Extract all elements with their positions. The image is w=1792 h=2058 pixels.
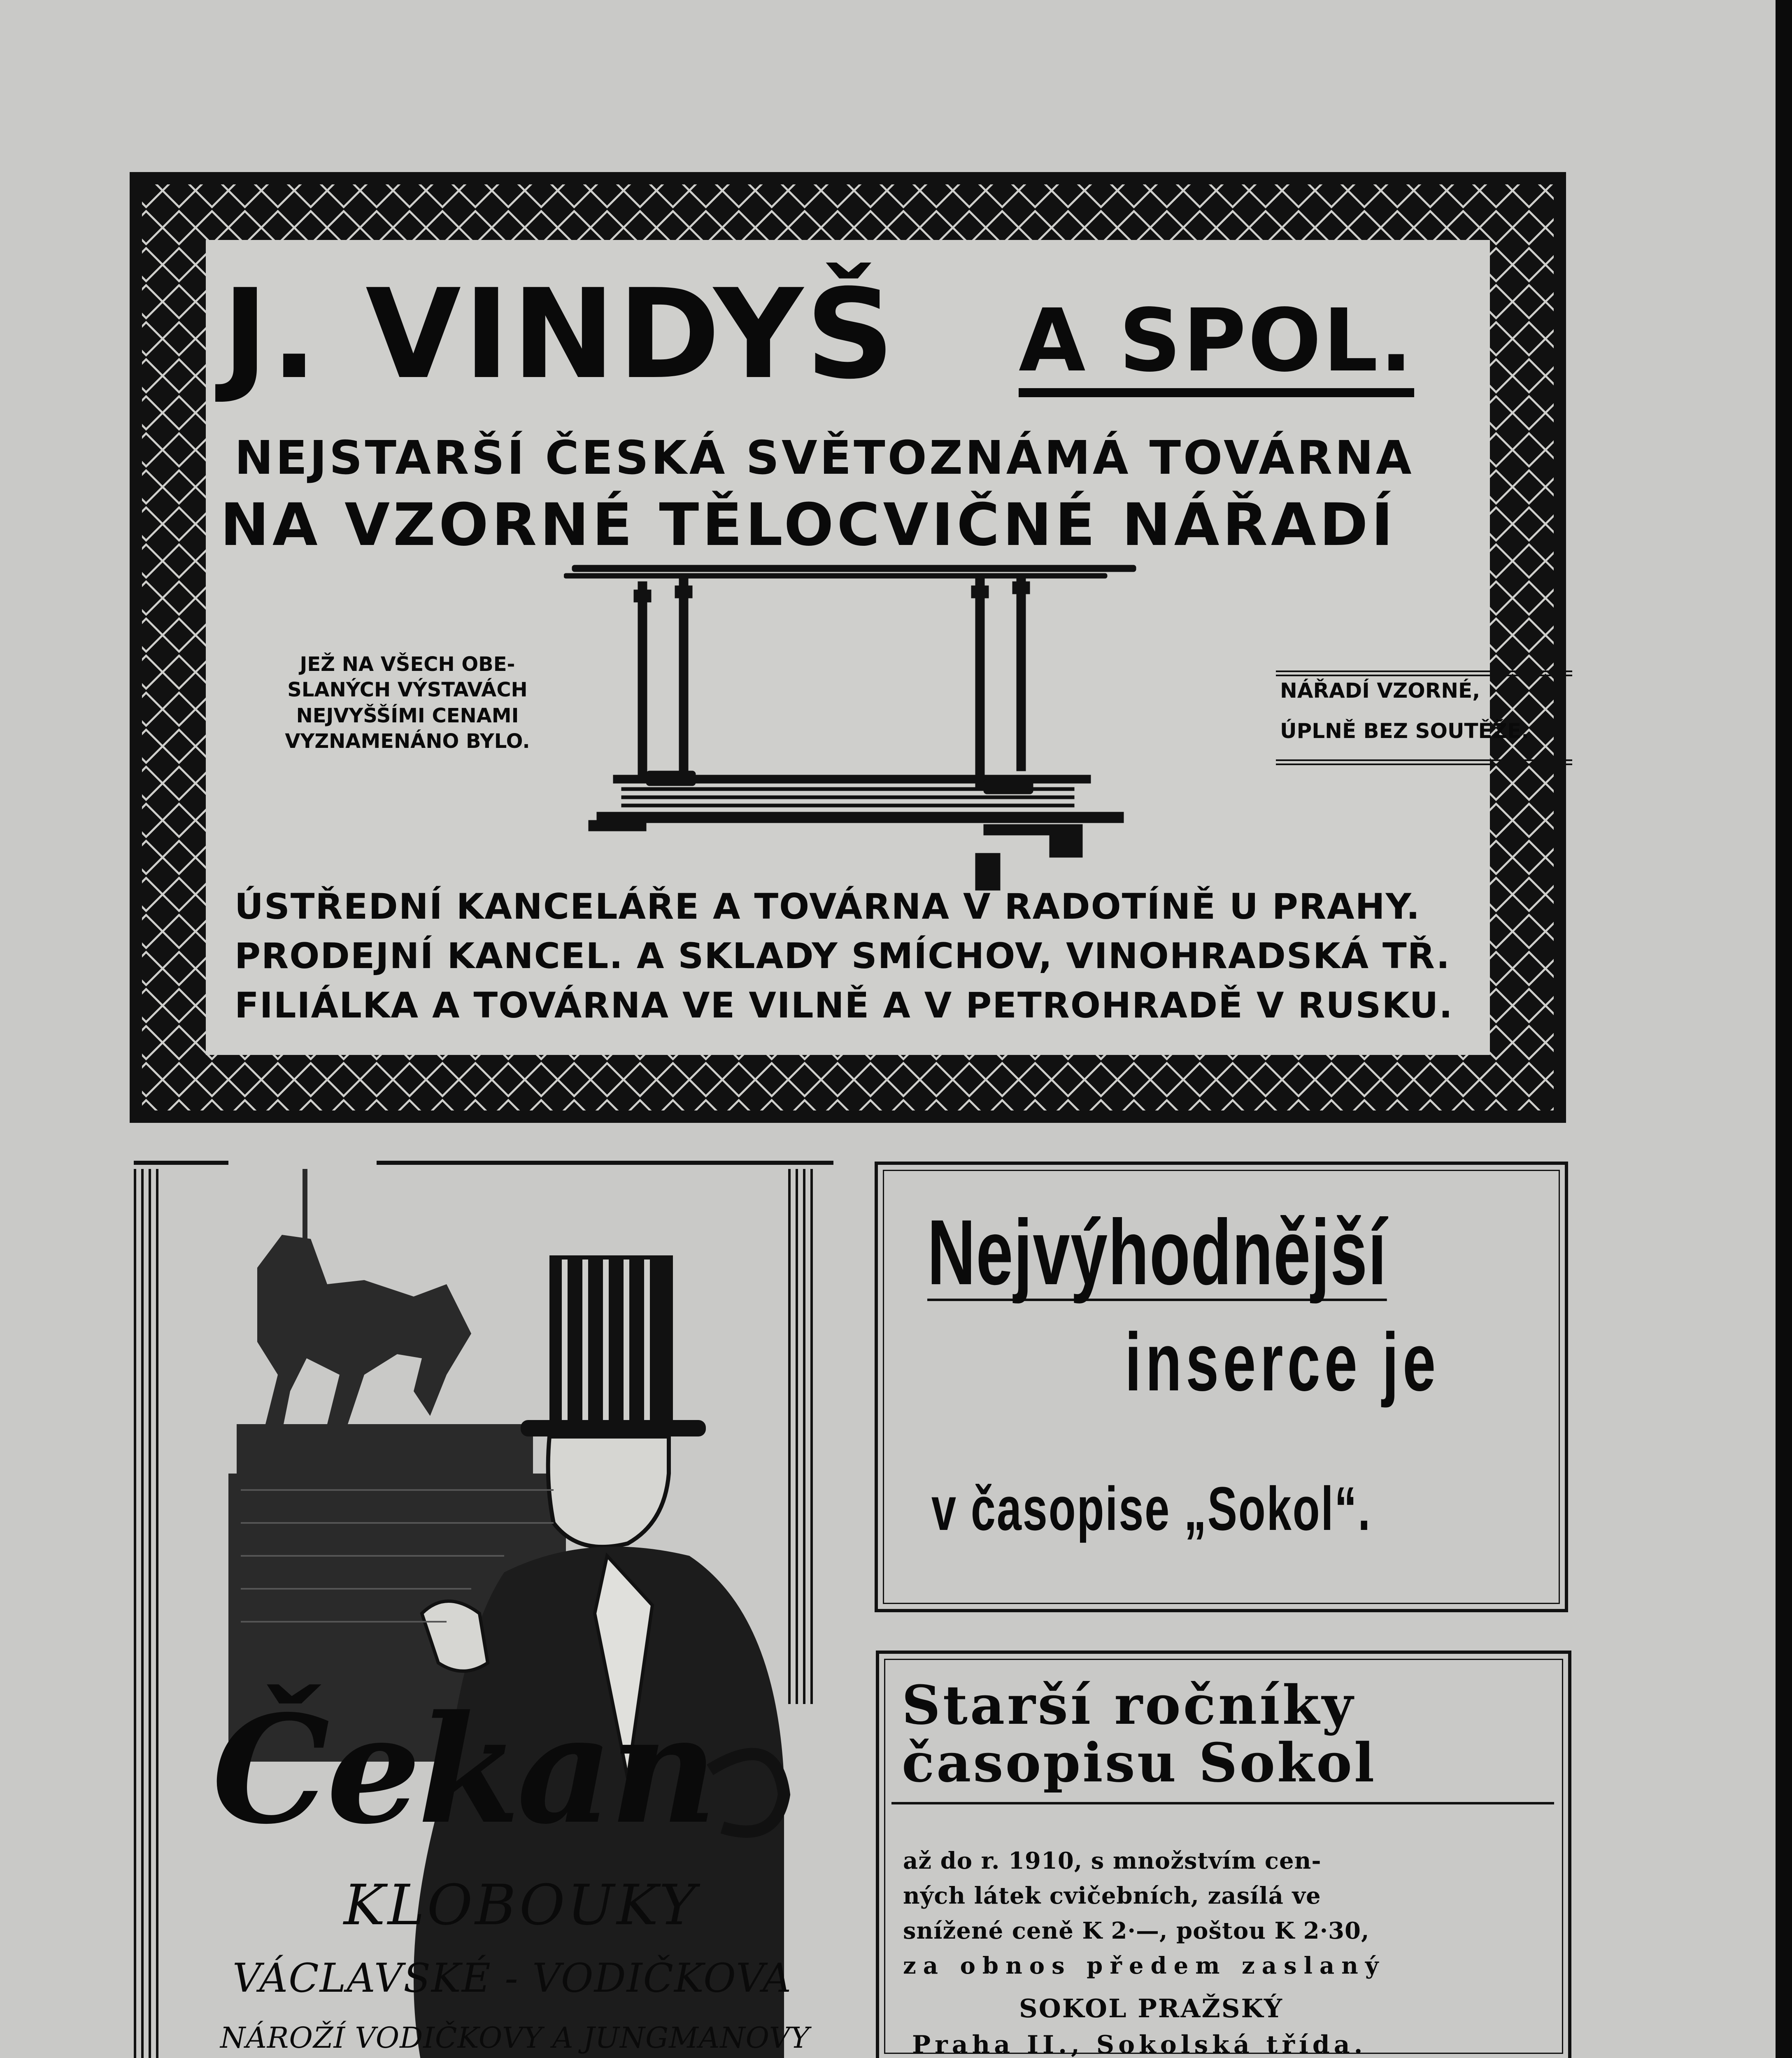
awards-note-line: VYZNAMENÁNO BYLO.: [285, 730, 530, 753]
vindys-awards-note: [239, 652, 576, 754]
vindys-subtitle-1: NEJSTARŠÍ ČESKÁ SVĚTOZNÁMÁ TOVÁRNA: [235, 431, 1414, 485]
vindys-name: J. VINDYŠ: [222, 263, 897, 406]
vindys-panel: [206, 240, 1529, 1055]
vindys-quality-note: [1276, 668, 1585, 768]
page-edge: [1776, 0, 1792, 2058]
back-issues-body-line: za obnos předem zaslaný: [903, 1952, 1386, 1979]
inserce-line-3: v časopise „Sokol“.: [931, 1474, 1372, 1543]
back-issues-advertisement: [876, 1651, 1571, 2058]
back-issues-heading-1: Starší ročníky: [902, 1674, 1356, 1737]
vindys-address-line: PRODEJNÍ KANCEL. A SKLADY SMÍCHOV, VINOHRADSKÁ TŘ.: [235, 936, 1451, 977]
divider: [1276, 759, 1572, 761]
vindys-advertisement: [130, 172, 1566, 1123]
vindys-subtitle-2: NA VZORNÉ TĚLOCVIČNÉ NÁŘADÍ: [220, 491, 1396, 559]
cekan-brand: Čekan: [212, 1683, 714, 1857]
vindys-suffix: A SPOL.: [1019, 298, 1414, 397]
quality-note-line: NÁŘADÍ VZORNÉ,: [1280, 679, 1480, 703]
divider: [1276, 675, 1572, 676]
cekan-address-2: NÁROŽÍ VODIČKOVY A JUNGMANOVY: [220, 2021, 810, 2055]
divider: [1276, 764, 1572, 765]
inserce-advertisement: [875, 1162, 1568, 1612]
cekan-address-1: VÁCLAVSKÉ - VODIČKOVA: [233, 1955, 792, 2001]
inserce-line-2: inserce je: [1125, 1316, 1440, 1408]
awards-note-line: SLANÝCH VÝSTAVÁCH: [287, 678, 528, 702]
divider: [891, 1802, 1554, 1804]
back-issues-body-line: snížené ceně K 2·—, poštou K 2·30,: [903, 1917, 1370, 1944]
inserce-line-1: Nejvýhodnější: [927, 1200, 1387, 1304]
cekan-product: KLOBOUKY: [344, 1873, 698, 1937]
divider: [1276, 670, 1572, 672]
vindys-address-line: ÚSTŘEDNÍ KANCELÁŘE A TOVÁRNA V RADOTÍNĚ U PRAHY.: [235, 886, 1421, 927]
parallel-bars-illustration: [564, 557, 1161, 903]
back-issues-body-line: až do r. 1910, s množstvím cen-: [903, 1847, 1322, 1874]
back-issues-body-line: ných látek cvičebních, zasílá ve: [903, 1882, 1321, 1909]
vindys-address-line: FILIÁLKA A TOVÁRNA VE VILNĚ A V PETROHRADĚ V RUSKU.: [235, 985, 1453, 1026]
awards-note-line: JEŽ NA VŠECH OBE-: [300, 653, 515, 676]
quality-note-line: ÚPLNĚ BEZ SOUTĚŽE.: [1280, 719, 1529, 743]
awards-note-line: NEJVYŠŠÍMI CENAMI: [296, 704, 519, 727]
back-issues-address: Praha II., Sokolská třída.: [912, 2030, 1367, 2058]
back-issues-heading-2: časopisu Sokol: [902, 1731, 1377, 1794]
back-issues-publisher: SOKOL PRAŽSKÝ: [1019, 1993, 1283, 2023]
cekan-advertisement: [134, 1161, 833, 2058]
